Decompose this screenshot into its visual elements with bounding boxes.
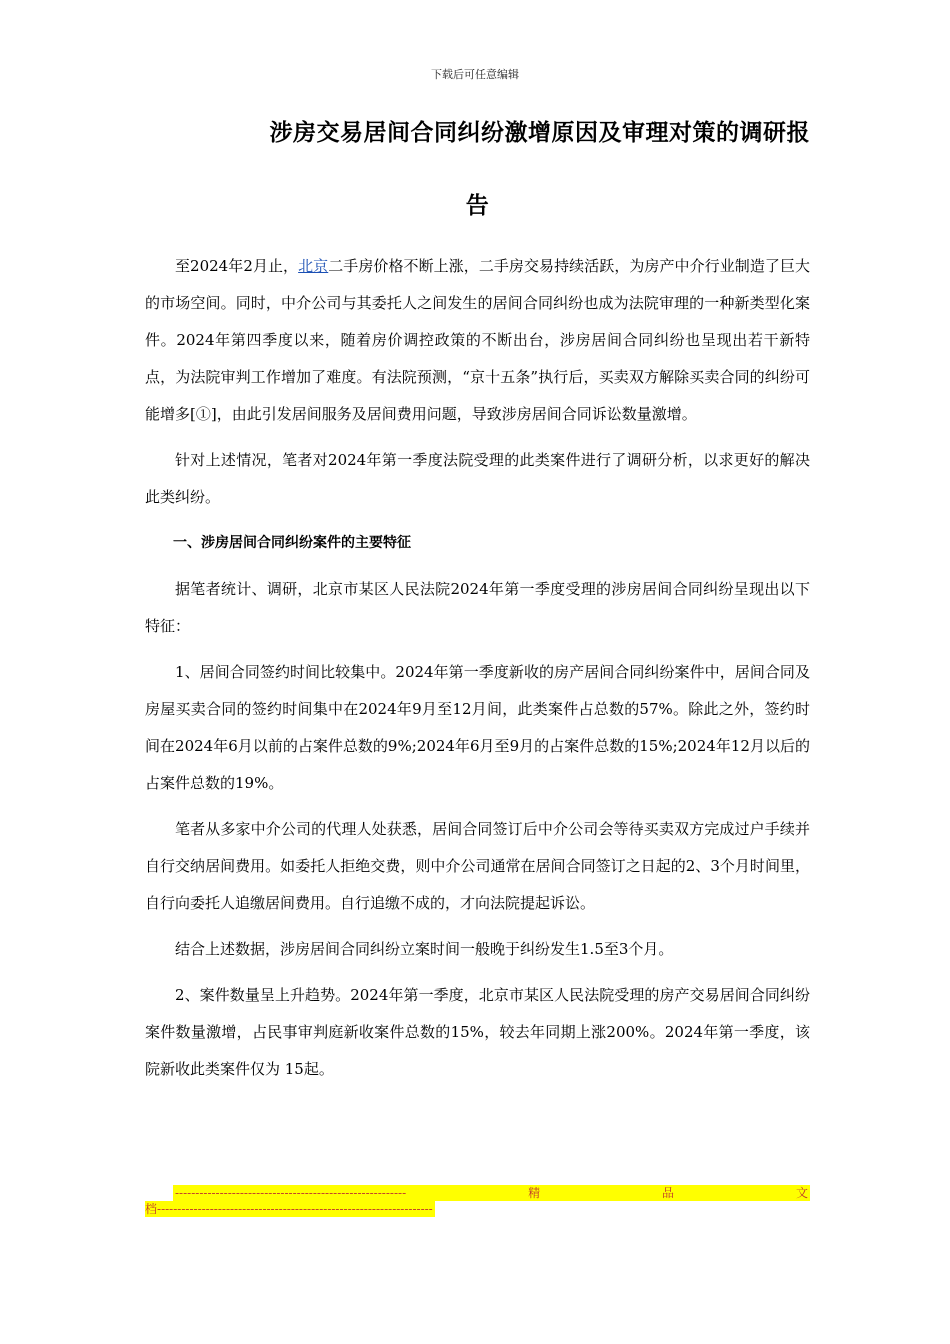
document-body — [145, 248, 810, 1097]
footer-dashes-left: --------------------------------------------------------- — [175, 1186, 407, 1200]
footer-char-dang: 档 — [145, 1202, 158, 1216]
paragraph-filing-delay: 结合上述数据，涉房居间合同纠纷立案时间一般晚于纠纷发生1.5至3个月。 — [175, 940, 674, 958]
footer-row-1 — [173, 1185, 810, 1201]
footer-dashes-right: -------------------------------------------------------------------- — [157, 1202, 433, 1216]
footer-char-wen: 文 — [795, 1186, 808, 1200]
document-title-line-1: 涉房交易居间合同纠纷激增原因及审理对策的调研报 — [269, 120, 810, 146]
footer-char-jing: 精 — [528, 1186, 541, 1200]
footer-char-pin: 品 — [662, 1186, 675, 1200]
section-heading-1: 一、涉房居间合同纠纷案件的主要特征 — [173, 535, 411, 551]
intro-paragraph — [145, 248, 810, 433]
intro-prefix: 至2024年2月止， — [175, 257, 299, 275]
paragraph-statistics: 据笔者统计、调研，北京市某区人民法院2024年第一季度受理的涉房居间合同纠纷呈现出以下特征： — [145, 580, 810, 635]
paragraph-agent-info: 笔者从多家中介公司的代理人处获悉，居间合同签订后中介公司会等待买卖双方完成过户手续并自行交纳居间费用。如委托人拒绝交费，则中介公司通常在居间合同签订之日起的2、3个月时间里，自行向委托人追缴居间费用。自行追缴不成的，才向法院提起诉讼。 — [145, 820, 810, 912]
paragraph-feature-2: 2、案件数量呈上升趋势。2024年第一季度，北京市某区人民法院受理的房产交易居间合同纠纷案件数量激增，占民事审判庭新收案件总数的15%，较去年同期上涨200%。2024年第一季度，该院新收此类案件仅为 15起。 — [145, 986, 810, 1078]
footer-watermark — [145, 1185, 810, 1217]
header-note: 下载后可任意编辑 — [431, 68, 519, 81]
footer-row-2 — [145, 1201, 435, 1217]
paragraph-feature-1: 1、居间合同签约时间比较集中。2024年第一季度新收的房产居间合同纠纷案件中，居间合同及房屋买卖合同的签约时间集中在2024年9月至12月间，此类案件占总数的57%。除此之外，签约时间在2024年6月以前的占案件总数的9%;2024年6月至9月的占案件总数的15%;2024年12月以后的占案件总数的19%。 — [145, 663, 810, 792]
intro-suffix: 二手房价格不断上涨，二手房交易持续活跃，为房产中介行业制造了巨大的市场空间。同时，中介公司与其委托人之间发生的居间合同纠纷也成为法院审理的一种新类型化案件。2024年第四季度以来，随着房价调控政策的不断出台，涉房居间合同纠纷也呈现出若干新特点，为法院审判工作增加了难度。有法院预测，“京十五条”执行后，买卖双方解除买卖合同的纠纷可能增多[①]，由此引发居间服务及居间费用问题，导致涉房居间合同诉讼数量激增。 — [145, 257, 810, 423]
beijing-link[interactable]: 北京 — [298, 257, 329, 275]
paragraph-survey: 针对上述情况，笔者对2024年第一季度法院受理的此类案件进行了调研分析，以求更好的解决此类纠纷。 — [145, 451, 810, 506]
document-title-line-2: 告 — [465, 193, 490, 219]
